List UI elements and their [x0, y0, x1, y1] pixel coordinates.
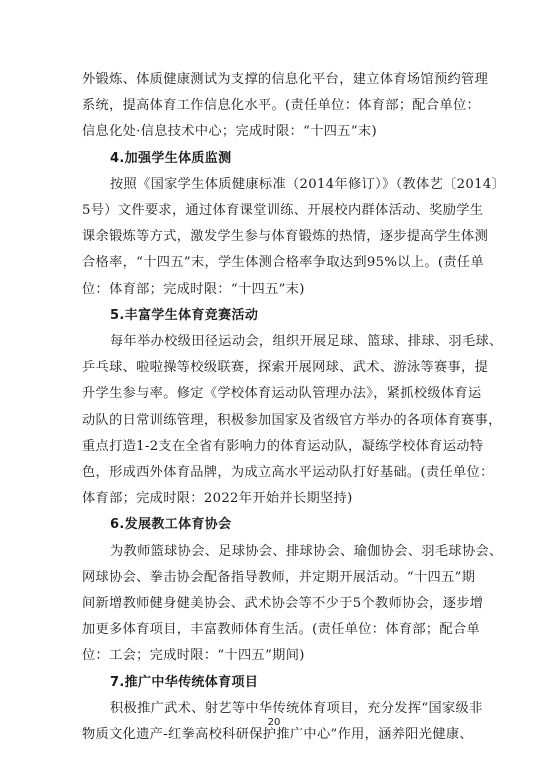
- section-heading: 6.发展教工体育协会: [110, 517, 232, 533]
- page-number: 20: [267, 717, 281, 728]
- body-line: 乒乓球、啦啦操等校级联赛，探索开展网球、武术、游泳等赛事，提: [82, 360, 489, 376]
- body-line: 色，形成西外体育品牌，为成立高水平运动队打好基础。(责任单位：: [82, 465, 494, 480]
- body-line: 位：工会；完成时限：“十四五”期间): [82, 648, 305, 664]
- section-heading: 4.加强学生体质监测: [110, 150, 232, 166]
- body-line: 加更多体育项目，丰富教师体育生活。(责任单位：体育部；配合单: [82, 622, 481, 638]
- body-line: 间新增教师健身健美协会、武术协会等不少于5个教师协会，逐步增: [82, 596, 484, 611]
- body-line: 动队的日常训练管理，积极参加国家及省级官方举办的各项体育赛事，: [82, 412, 502, 428]
- body-line: 课余锻炼等方式，激发学生参与体育锻炼的热情，逐步提高学生体测: [82, 229, 489, 245]
- section-heading: 5.丰富学生体育竞赛活动: [110, 307, 259, 323]
- body-line: 5号）文件要求，通过体育课堂训练、开展校内群体活动、奖励学生: [82, 203, 484, 218]
- body-line: 系统，提高体育工作信息化水平。(责任单位：体育部；配合单位：: [82, 98, 481, 114]
- body-line: 外锻炼、体质健康测试为支撑的信息化平台，建立体育场馆预约管理: [82, 72, 489, 87]
- body-line: 位：体育部；完成时限：“十四五”末): [82, 281, 305, 297]
- body-line: 为教师篮球协会、足球协会、排球协会、瑜伽协会、羽毛球协会、: [110, 543, 503, 559]
- body-line: 升学生参与率。修定《学校体育运动队管理办法》，紧抓校级体育运: [82, 386, 482, 402]
- body-line: 重点打造1-2支在全省有影响力的体育运动队，凝练学校体育运动特: [82, 438, 484, 454]
- body-line: 网球协会、拳击协会配备指导教师，并定期开展活动。“十四五”期: [82, 569, 476, 585]
- body-line: 合格率，“十四五”末，学生体测合格率争取达到95%以上。(责任单: [82, 255, 485, 271]
- body-line: 体育部；完成时限：2022年开始并长期坚持): [82, 491, 353, 507]
- body-line: 积极推广武术、射艺等中华传统体育项目，充分发挥“国家级非: [110, 700, 483, 716]
- body-line: 按照《国家学生体质健康标准（2014年修订）》（教体艺〔2014〕: [110, 176, 506, 192]
- body-line: 物质文化遗产-红拳高校科研保护推广中心”作用，涵养阳光健康、: [82, 727, 473, 742]
- section-heading: 7.推广中华传统体育项目: [110, 674, 259, 690]
- body-line: 每年举办校级田径运动会，组织开展足球、篮球、排球、羽毛球、: [110, 334, 503, 349]
- body-line: 信息化处·信息技术中心；完成时限：“十四五”末): [82, 124, 377, 140]
